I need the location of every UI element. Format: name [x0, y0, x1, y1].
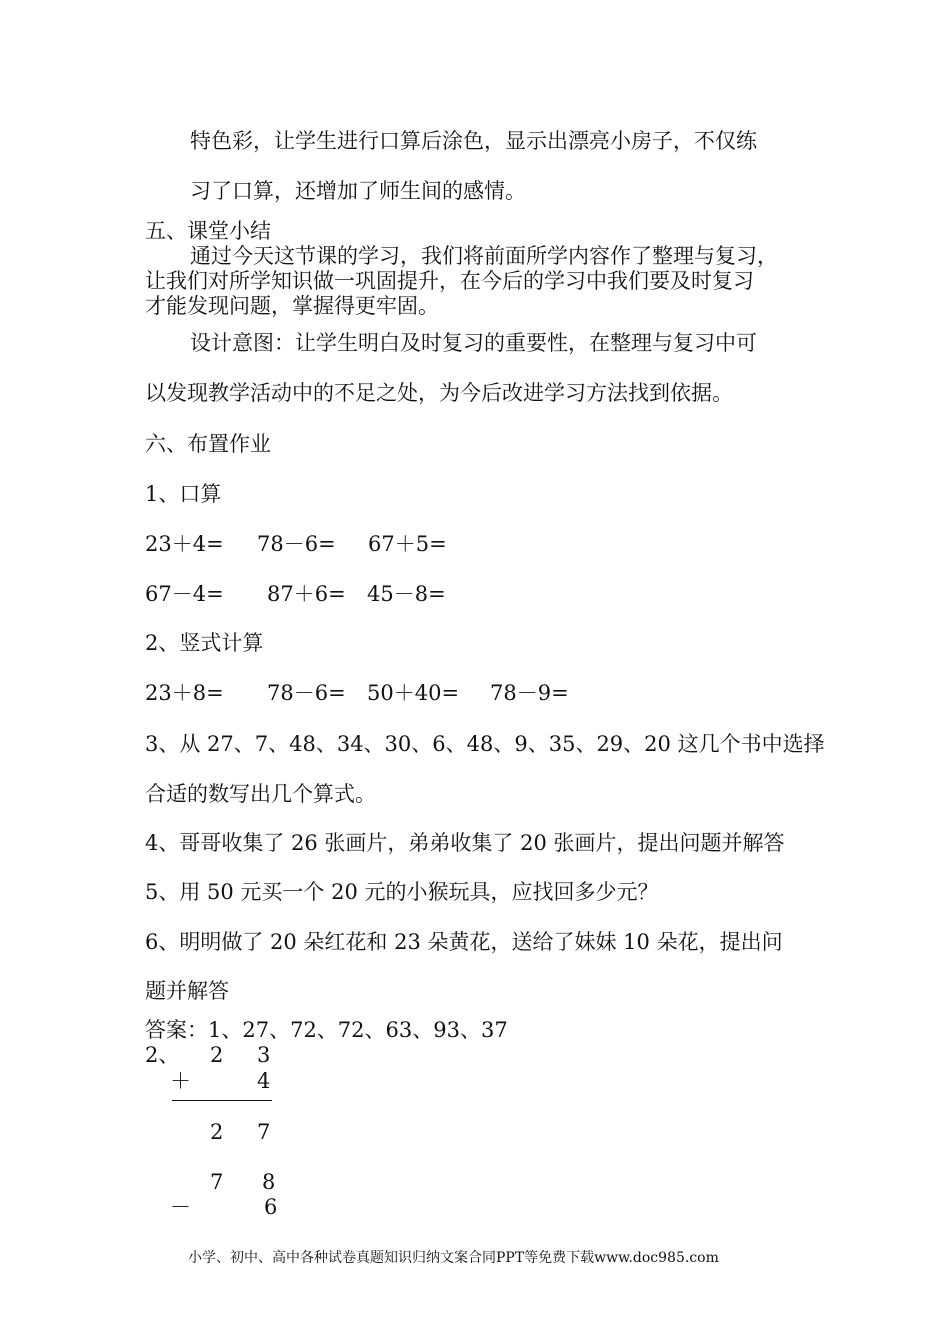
question-title: 1、口算 — [145, 482, 222, 506]
oral-calc-item: 78－6= — [257, 532, 336, 556]
question-text: 3、从 27、7、48、34、30、6、48、9、35、29、20 这几个书中选择 — [145, 732, 825, 756]
paragraph-line: 才能发现问题，掌握得更牢固。 — [145, 294, 439, 318]
paragraph-line: 习了口算，还增加了师生间的感情。 — [190, 179, 526, 203]
digit: 3 — [257, 1043, 271, 1067]
vertical-calc-item: 23＋8= — [145, 681, 224, 705]
digit: 7 — [257, 1120, 271, 1144]
vertical-calc-item: 78－6= — [267, 681, 346, 705]
section-heading: 六、布置作业 — [145, 432, 271, 456]
operator: － — [170, 1195, 191, 1219]
digit: 4 — [257, 1069, 271, 1093]
oral-calc-item: 45－8= — [367, 582, 446, 606]
oral-calc-item: 67－4= — [145, 582, 224, 606]
question-title: 2、竖式计算 — [145, 631, 264, 655]
vertical-calc-item: 78－9= — [490, 681, 569, 705]
paragraph-line: 以发现教学活动中的不足之处，为今后改进学习方法找到依据。 — [145, 381, 733, 405]
question-text: 4、哥哥收集了 26 张画片，弟弟收集了 20 张画片，提出问题并解答 — [145, 831, 785, 855]
question-text: 5、用 50 元买一个 20 元的小猴玩具，应找回多少元？ — [145, 880, 659, 904]
question-text: 6、明明做了 20 朵红花和 23 朵黄花，送给了妹妹 10 朵花，提出问 — [145, 930, 783, 954]
question-text: 题并解答 — [145, 979, 229, 1003]
calc-underline — [172, 1100, 272, 1101]
digit: 6 — [264, 1195, 278, 1219]
question-text: 合适的数写出几个算式。 — [145, 782, 376, 806]
digit: 2 — [210, 1043, 224, 1067]
paragraph-line: 特色彩，让学生进行口算后涂色，显示出漂亮小房子，不仅练 — [190, 129, 757, 153]
paragraph-line: 让我们对所学知识做一巩固提升，在今后的学习中我们要及时复习 — [145, 269, 754, 293]
digit: 7 — [210, 1170, 224, 1194]
oral-calc-item: 23＋4= — [145, 532, 224, 556]
digit: 8 — [262, 1170, 276, 1194]
digit: 2 — [210, 1120, 224, 1144]
section-heading: 五、课堂小结 — [145, 219, 271, 243]
paragraph-line: 通过今天这节课的学习，我们将前面所学内容作了整理与复习， — [190, 244, 778, 268]
paragraph-line: 设计意图：让学生明白及时复习的重要性，在整理与复习中可 — [190, 331, 757, 355]
operator: ＋ — [170, 1069, 191, 1093]
footer-text: 小学、初中、高中各种试卷真题知识归纳文案合同PPT等免费下载www.doc985.com — [188, 1250, 719, 1266]
oral-calc-item: 67＋5= — [368, 532, 447, 556]
answer-line: 答案：1、27、72、72、63、93、37 — [145, 1018, 508, 1042]
vertical-label: 2、 — [145, 1043, 180, 1067]
oral-calc-item: 87＋6= — [267, 582, 346, 606]
vertical-calc-item: 50＋40= — [367, 681, 460, 705]
